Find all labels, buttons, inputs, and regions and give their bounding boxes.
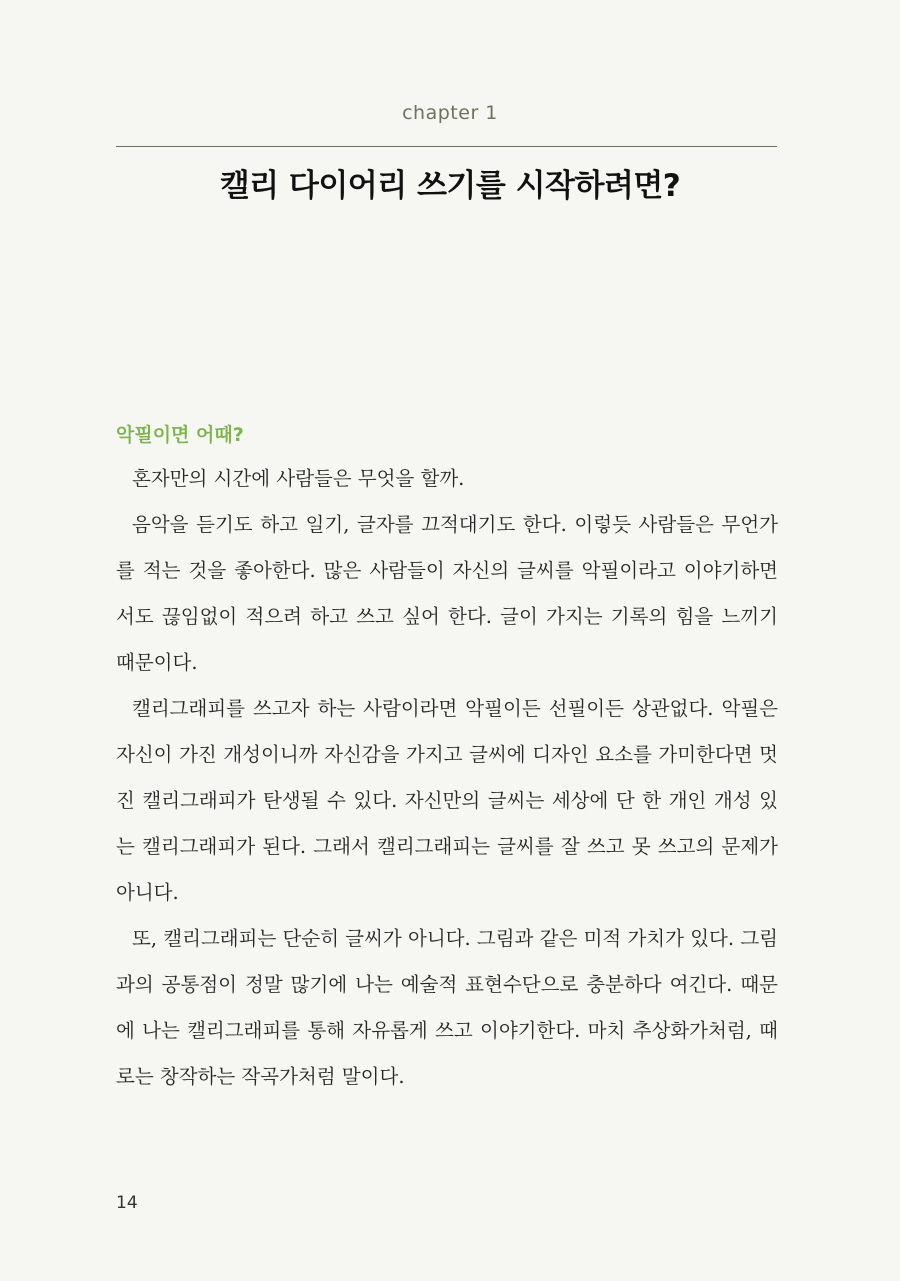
page-number: 14 bbox=[116, 1193, 138, 1213]
chapter-divider bbox=[116, 146, 777, 147]
paragraph: 음악을 듣기도 하고 일기, 글자를 끄적대기도 한다. 이렇듯 사람들은 무언가를 적는 것을 좋아한다. 많은 사람들이 자신의 글씨를 악필이라고 이야기하면서도 끊임없이 적으려 하고 쓰고 싶어 한다. 글이 가지는 기록의 힘을 느끼기 때문이다. bbox=[116, 513, 778, 674]
chapter-label: chapter 1 bbox=[402, 102, 498, 124]
paragraph: 혼자만의 시간에 사람들은 무엇을 할까. bbox=[132, 467, 465, 490]
chapter-title: 캘리 다이어리 쓰기를 시작하려면? bbox=[219, 168, 681, 204]
paragraph: 또, 캘리그래피는 단순히 글씨가 아니다. 그림과 같은 미적 가치가 있다. 그림과의 공통점이 정말 많기에 나는 예술적 표현수단으로 충분하다 여긴다. 때문에 나는 캘리그래피를 통해 자유롭게 쓰고 이야기한다. 마치 추상화가처럼, 때로는 창작하는 작곡가처럼 말이다. bbox=[116, 927, 778, 1088]
paragraph: 캘리그래피를 쓰고자 하는 사람이라면 악필이든 선필이든 상관없다. 악필은 자신이 가진 개성이니까 자신감을 가지고 글씨에 디자인 요소를 가미한다면 멋진 캘리그래피가 탄생될 수 있다. 자신만의 글씨는 세상에 단 한 개인 개성 있는 캘리그래피가 된다. 그래서 캘리그래피는 글씨를 잘 쓰고 못 쓰고의 문제가 아니다. bbox=[116, 697, 778, 904]
section-heading: 악필이면 어때? bbox=[116, 424, 244, 446]
body-text bbox=[116, 456, 778, 1100]
